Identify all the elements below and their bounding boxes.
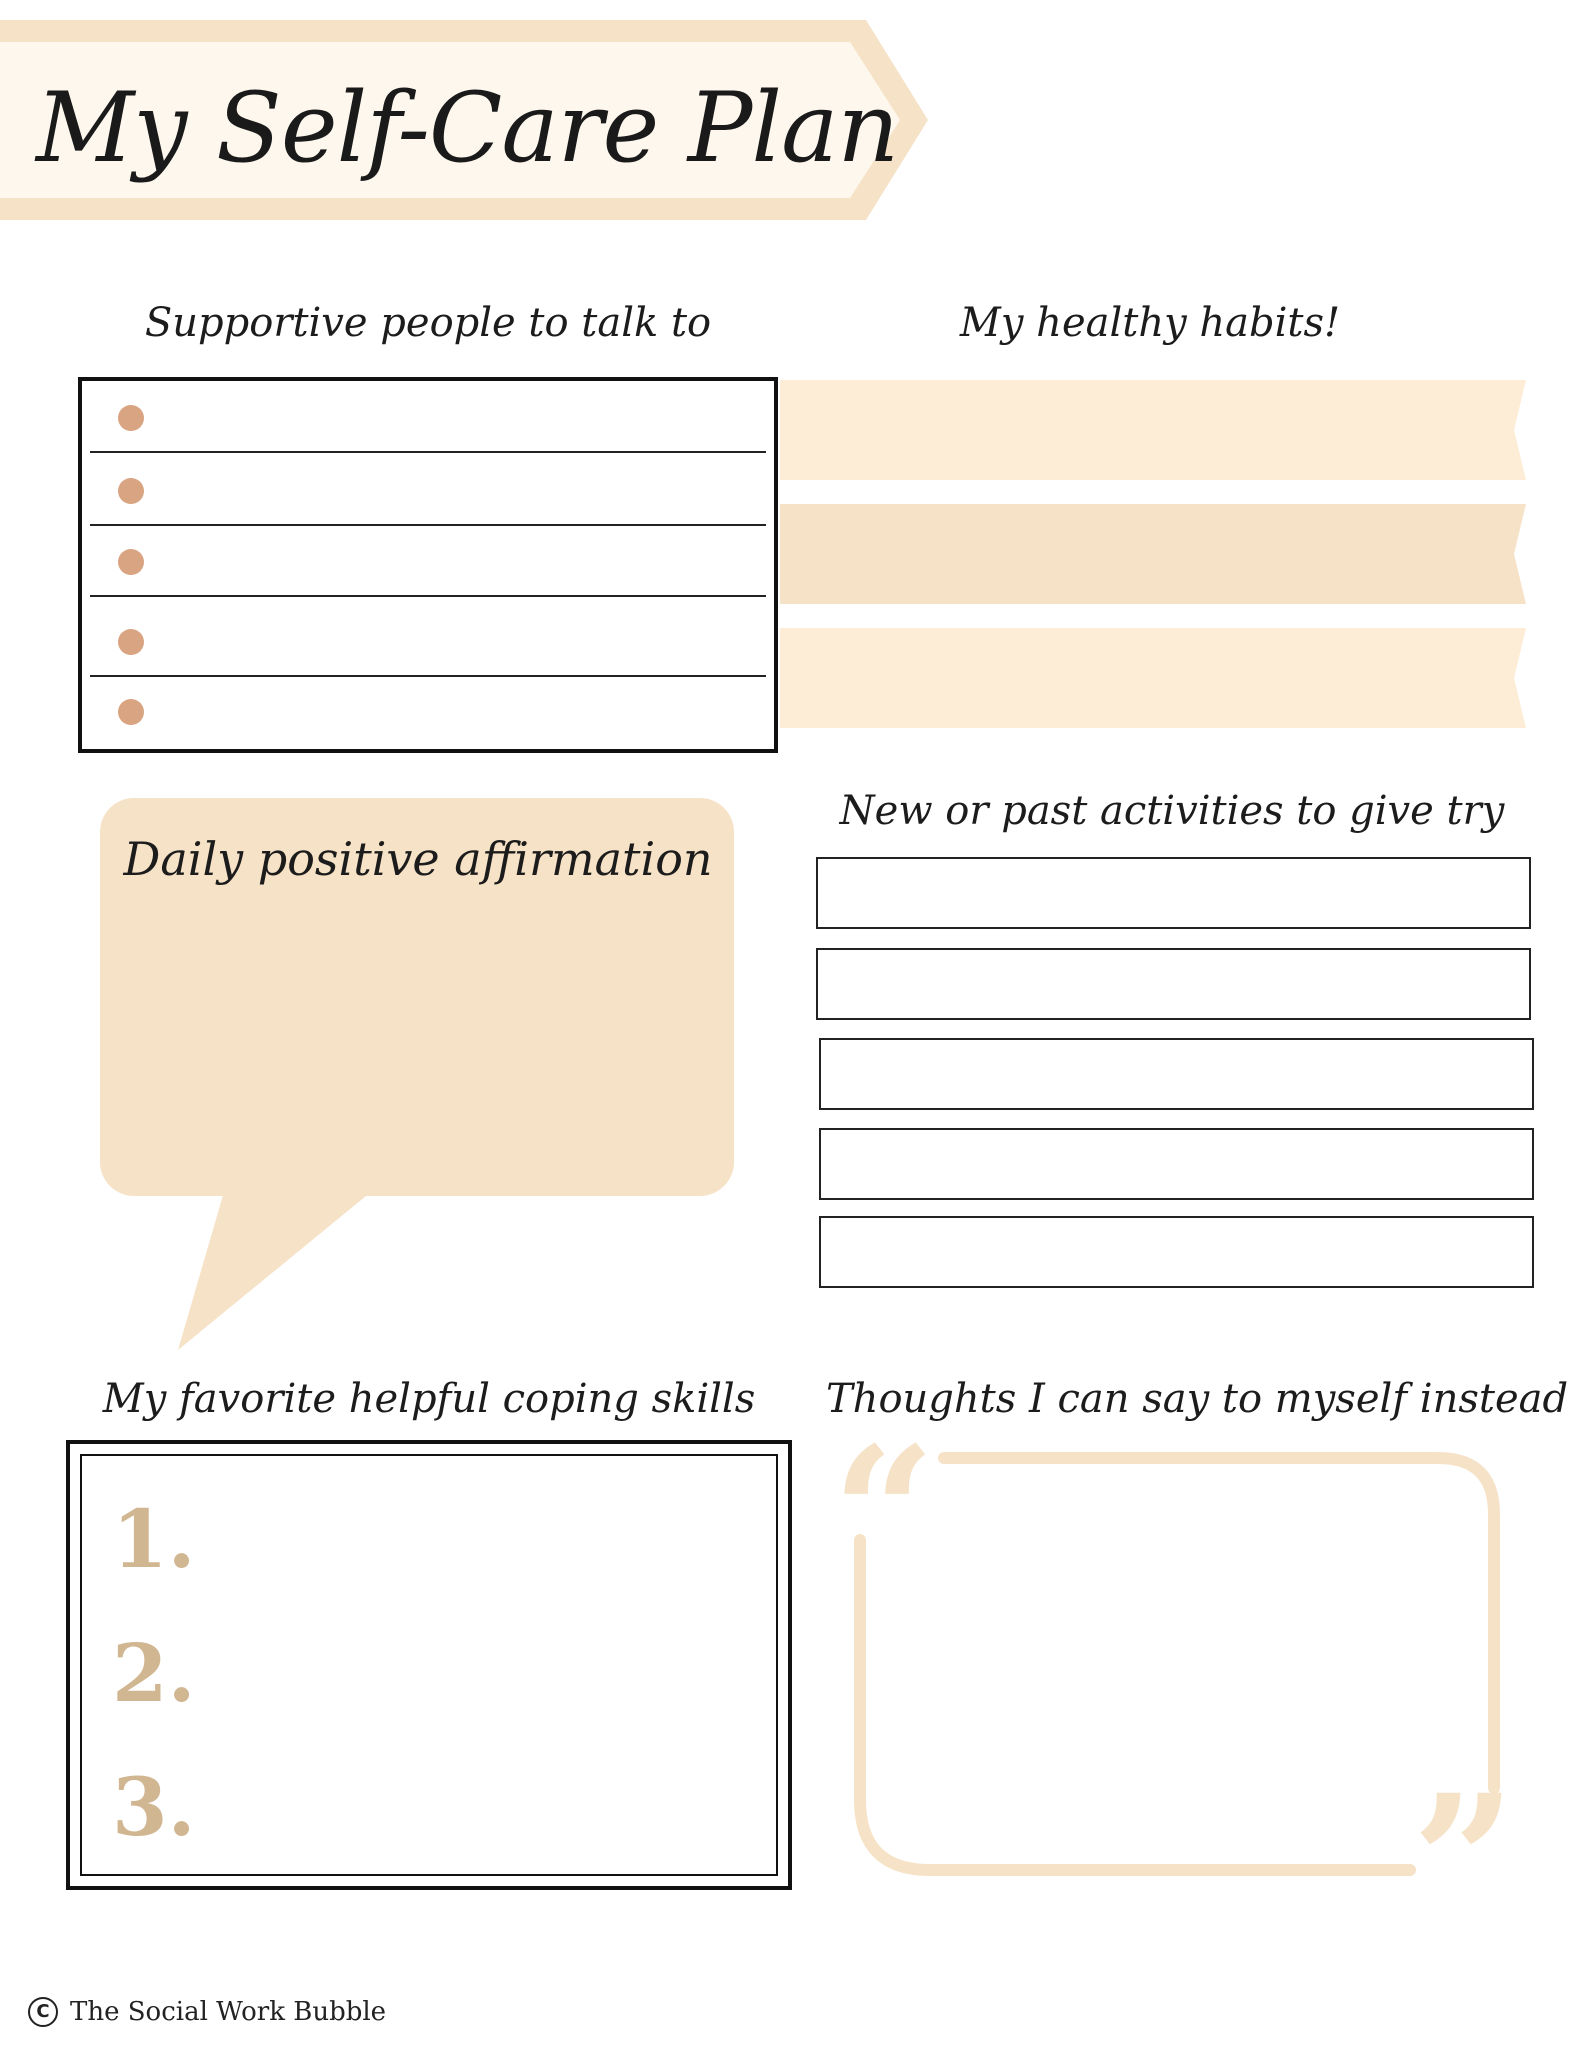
coping-skills-box[interactable] <box>66 1440 792 1890</box>
bullet-dot-icon <box>118 549 144 575</box>
affirmation-heading: Daily positive affirmation <box>123 832 713 886</box>
open-quote-icon: “ <box>832 1440 936 1619</box>
activity-input-box[interactable] <box>816 857 1531 929</box>
copyright-icon: C <box>28 1997 58 2027</box>
activity-input-box[interactable] <box>819 1216 1534 1288</box>
footer <box>28 1996 386 2027</box>
coping-number-2: 2. <box>112 1626 196 1720</box>
thoughts-heading: Thoughts I can say to myself instead <box>826 1376 1569 1422</box>
activities-heading: New or past activities to give try <box>839 788 1505 834</box>
healthy-habits-ribbons <box>780 380 1530 730</box>
thoughts-quote-frame[interactable] <box>826 1440 1526 1900</box>
habit-ribbon-2[interactable] <box>780 504 1526 604</box>
coping-number-1: 1. <box>112 1492 196 1586</box>
person-entry-row[interactable] <box>90 381 766 453</box>
bullet-dot-icon <box>118 699 144 725</box>
activity-input-box[interactable] <box>819 1038 1534 1110</box>
close-quote-icon: ” <box>1412 1756 1516 1900</box>
healthy-habits-heading: My healthy habits! <box>959 300 1341 346</box>
person-entry-row[interactable] <box>90 677 766 749</box>
activity-input-box[interactable] <box>816 948 1531 1020</box>
footer-credit: The Social Work Bubble <box>70 1997 387 2027</box>
coping-skills-heading: My favorite helpful coping skills <box>102 1376 756 1422</box>
activity-input-box[interactable] <box>819 1128 1534 1200</box>
person-entry-row[interactable] <box>90 605 766 677</box>
habit-ribbon-1[interactable] <box>780 380 1526 480</box>
supportive-people-heading: Supportive people to talk to <box>144 300 712 346</box>
supportive-people-list <box>78 377 778 753</box>
coping-number-3: 3. <box>112 1760 196 1854</box>
row-divider <box>90 595 766 597</box>
person-entry-row[interactable] <box>90 454 766 526</box>
page-title: My Self-Care Plan <box>36 72 899 184</box>
bullet-dot-icon <box>118 405 144 431</box>
bullet-dot-icon <box>118 478 144 504</box>
habit-ribbon-3[interactable] <box>780 628 1526 728</box>
bullet-dot-icon <box>118 629 144 655</box>
person-entry-row[interactable] <box>90 525 766 597</box>
coping-skills-inner-frame <box>80 1454 778 1876</box>
row-divider <box>90 451 766 453</box>
